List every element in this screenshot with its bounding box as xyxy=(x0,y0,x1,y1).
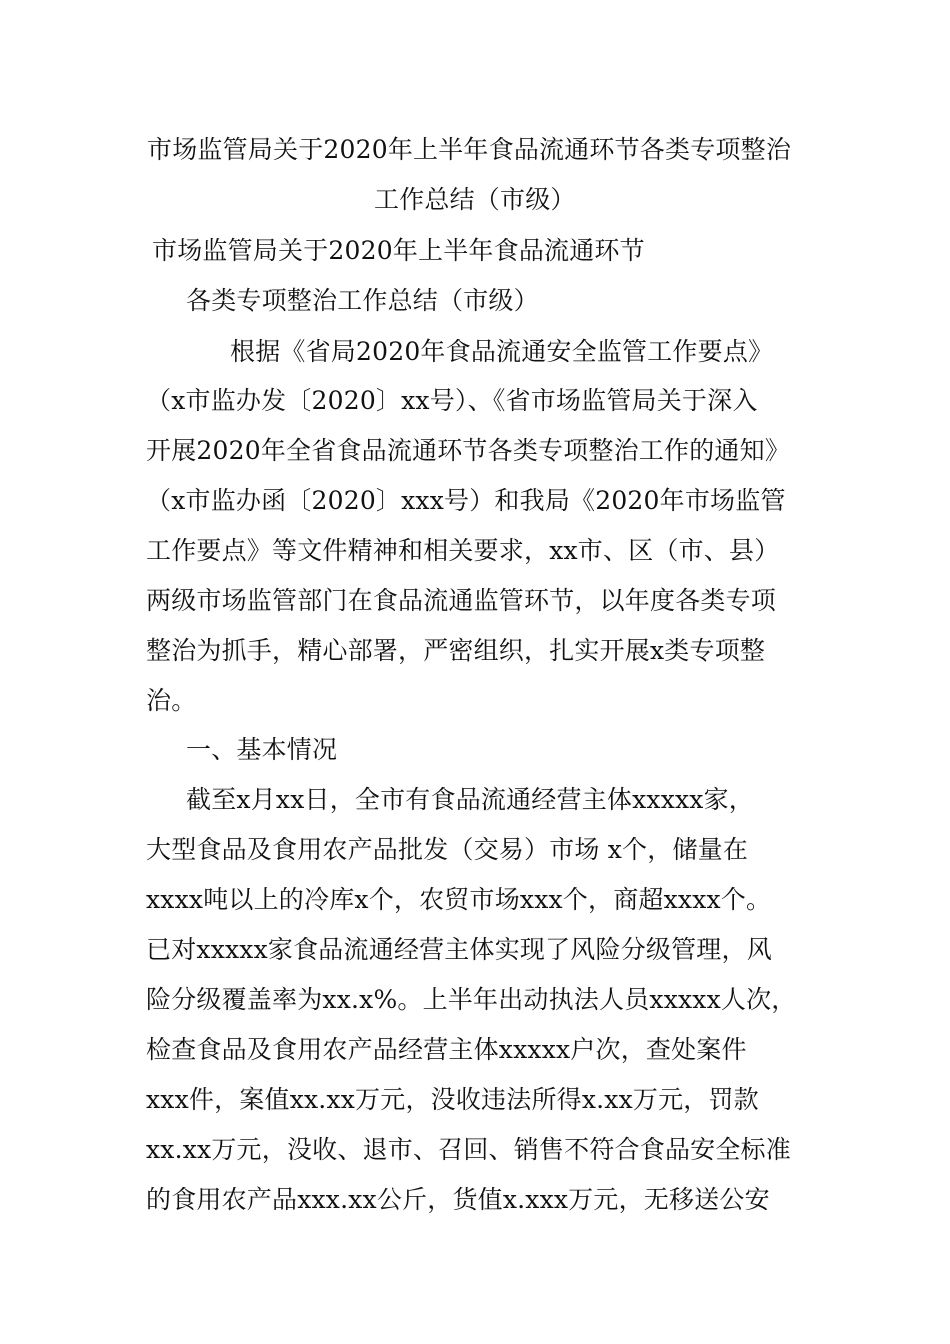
intro-line-8: 治。 xyxy=(146,686,197,715)
subtitle-line-1: 市场监管局关于2020年上半年食品流通环节 xyxy=(152,236,645,265)
section-1-line-9: 的食用农产品xxx.xx公斤，货值x.xxx万元，无移送公安 xyxy=(146,1185,770,1214)
section-1-line-8: xx.xx万元，没收、退市、召回、销售不符合食品安全标准 xyxy=(146,1135,791,1164)
document-title-line-1: 市场监管局关于2020年上半年食品流通环节各类专项整治 xyxy=(147,135,792,164)
section-1-line-6: 检查食品及食用农产品经营主体xxxxx户次，查处案件 xyxy=(146,1035,747,1064)
section-1-line-3: xxxx吨以上的冷库x个，农贸市场xxx个，商超xxxx个。 xyxy=(146,885,772,914)
section-1-line-2: 大型食品及食用农产品批发（交易）市场 x个，储量在 xyxy=(146,835,749,864)
section-1-line-5: 险分级覆盖率为xx.x%。上半年出动执法人员xxxxx人次， xyxy=(146,985,797,1014)
intro-line-6: 两级市场监管部门在食品流通监管环节，以年度各类专项 xyxy=(146,586,777,615)
intro-line-2: （x市监办发〔2020〕xx号）、《省市场监管局关于深入 xyxy=(146,386,758,415)
section-1-heading: 一、基本情况 xyxy=(186,735,338,764)
subtitle-line-2: 各类专项整治工作总结（市级） xyxy=(186,286,539,315)
intro-line-4: （x市监办函〔2020〕xxx号）和我局《2020年市场监管 xyxy=(146,486,786,515)
intro-line-7: 整治为抓手，精心部署，严密组织，扎实开展x类专项整 xyxy=(146,636,766,665)
section-1-line-7: xxx件，案值xx.xx万元，没收违法所得x.xx万元，罚款 xyxy=(146,1085,759,1114)
intro-line-1: 根据《省局2020年食品流通安全监管工作要点》 xyxy=(230,337,774,366)
section-1-line-1: 截至x月xx日，全市有食品流通经营主体xxxxx家， xyxy=(186,785,754,814)
intro-line-3: 开展2020年全省食品流通环节各类专项整治工作的通知》 xyxy=(146,436,791,465)
section-1-line-4: 已对xxxxx家食品流通经营主体实现了风险分级管理，风 xyxy=(146,935,772,964)
intro-line-5: 工作要点》等文件精神和相关要求，xx市、区（市、县） xyxy=(146,536,780,565)
document-title-line-2: 工作总结（市级） xyxy=(374,185,576,214)
